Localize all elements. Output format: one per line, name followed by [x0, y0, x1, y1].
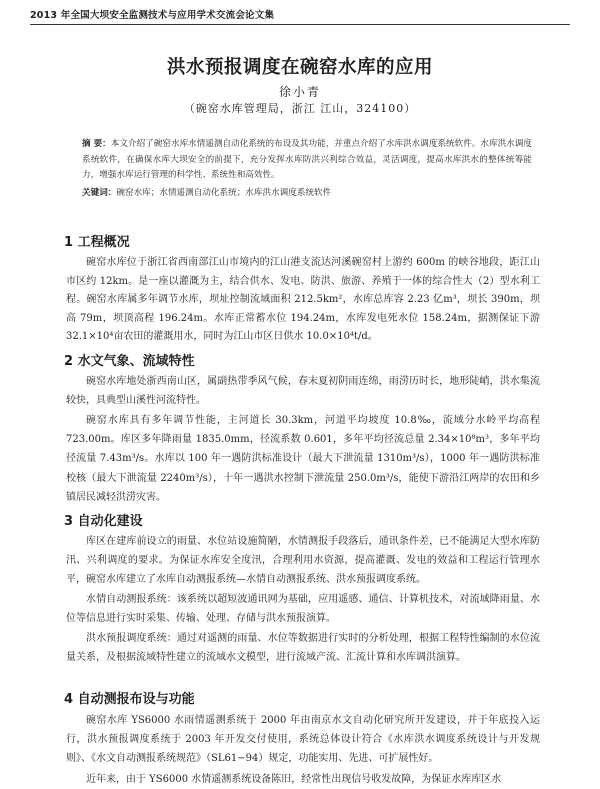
paragraph: 库区在建库前设立的雨量、水位站设施简陋，水情测报手段落后，通讯条件差，已不能满足大型水库防汛、兴利调度的要求。为保证水库安全度汛，合理利用水资源，提高灌溉、发电的效益和工程运行管理水平，碗窑水库建立了水库自动测报系统—水情自动测报系统、洪水预报调度系统。 [66, 536, 540, 586]
paragraph: 碗窑水库地处浙西南山区，属副热带季风气候，春末夏初阴雨连绵，雨涝历时长，地形陡峭，洪水集流较快，具典型山溪性河流特性。 [66, 376, 540, 407]
affiliation: （碗窑水库管理局，浙江 江山，324100） [183, 102, 417, 115]
section-heading: 2 水文气象、流域特性 [64, 354, 195, 369]
section-heading: 3 自动化建设 [64, 514, 143, 529]
running-head: 2013 年全国大坝安全监测技术与应用学术交流会论文集 [30, 7, 570, 25]
paragraph: 近年来，由于 YS6000 水情遥测系统设备陈旧，经常性出现信号收发故障，为保证水库库区水 [86, 774, 502, 785]
keywords [82, 186, 532, 202]
abstract-label: 摘 要： [82, 139, 111, 149]
paragraph: 碗窑水库 YS6000 水雨情遥测系统于 2000 年由南京水文自动化研究所开发建设，并于年底投入运行，洪水预报调度系统于 2003 年开发交付使用，系统总体设计符合《水库洪水调度系统设计与开发规则》、《水文自动测报系统规范》（SL61−94）规定，功能实用、先进、可扩展性好。 [66, 715, 540, 765]
abstract-text: 本文介绍了碗窑水库水情遥测自动化系统的布设及其功能，并重点介绍了水库洪水调度系统软件。水库洪水调度系统软件，在确保水库大坝安全的前提下，充分发挥水库防洪兴利综合效益，灵活调度，提高水库洪水的整体统筹能力，增强水库运行管理的科学性、系统性和高效性。 [82, 139, 532, 181]
keywords-label: 关键词： [82, 187, 117, 198]
abstract [82, 137, 532, 184]
paragraph: 碗窑水库具有多年调节性能，主河道长 30.3km，河道平均坡度 10.8‰，流域分水岭平均高程 723.00m。库区多年降雨量 1835.0mm，径流系数 0.601，多年平均径流总量 2.34×10⁸m³，多年平均径流量 7.43m³/s。水库以 100 年一遇防洪标准设计（最大下泄流量 1310m³/s），1000 年一遇防洪标准校核（最大下泄流量 2240m³/s），十年一遇洪水控制下泄流量 250.0m³/s，能使下游沿江两岸的农田和乡镇居民减轻洪涝灾害。 [66, 415, 540, 503]
abstract-block [82, 137, 532, 201]
page-title: 洪水预报调度在碗窑水库的应用 [166, 57, 433, 78]
section-heading: 4 自动测报布设与功能 [64, 692, 195, 707]
keywords-text: 碗窑水库；水情遥测自动化系统；水库洪水调度系统软件 [116, 187, 332, 198]
paragraph: 洪水预报调度系统：通过对遥测的雨量、水位等数据进行实时的分析处理，根据工程特性编制的水位流量关系，及根据流域特性建立的流域水文模型，进行流域产流、汇流计算和水库调洪演算。 [66, 633, 540, 664]
section-heading: 1 工程概况 [64, 235, 130, 250]
author: 徐小青 [278, 85, 321, 99]
paragraph: 碗窑水库位于浙江省西南部江山市境内的江山港支流达河溪碗窑村上游约 600m 的峡谷地段，距江山市区约 12km。是一座以灌溉为主，结合供水、发电、防洪、旅游、养殖于一体的综合性大（2）型水利工程。碗窑水库属多年调节水库，坝址控制流域面积 212.5km²，水库总库容 2.23 亿m³，坝长 390m，坝高 79m，坝顶高程 196.24m。水库正常蓄水位 194.24m，水库发电死水位 158.24m，据测保证下游 32.1×10⁴亩农田的灌溉用水，同时为江山市区日供水 10.0×10⁴t/d。 [66, 257, 540, 343]
paragraph: 水情自动测报系统：该系统以超短波通讯网为基础，应用遥感、通信、计算机技术，对流域降雨量、水位等信息进行实时采集、传输、处理、存储与洪水预报演算。 [66, 594, 540, 625]
